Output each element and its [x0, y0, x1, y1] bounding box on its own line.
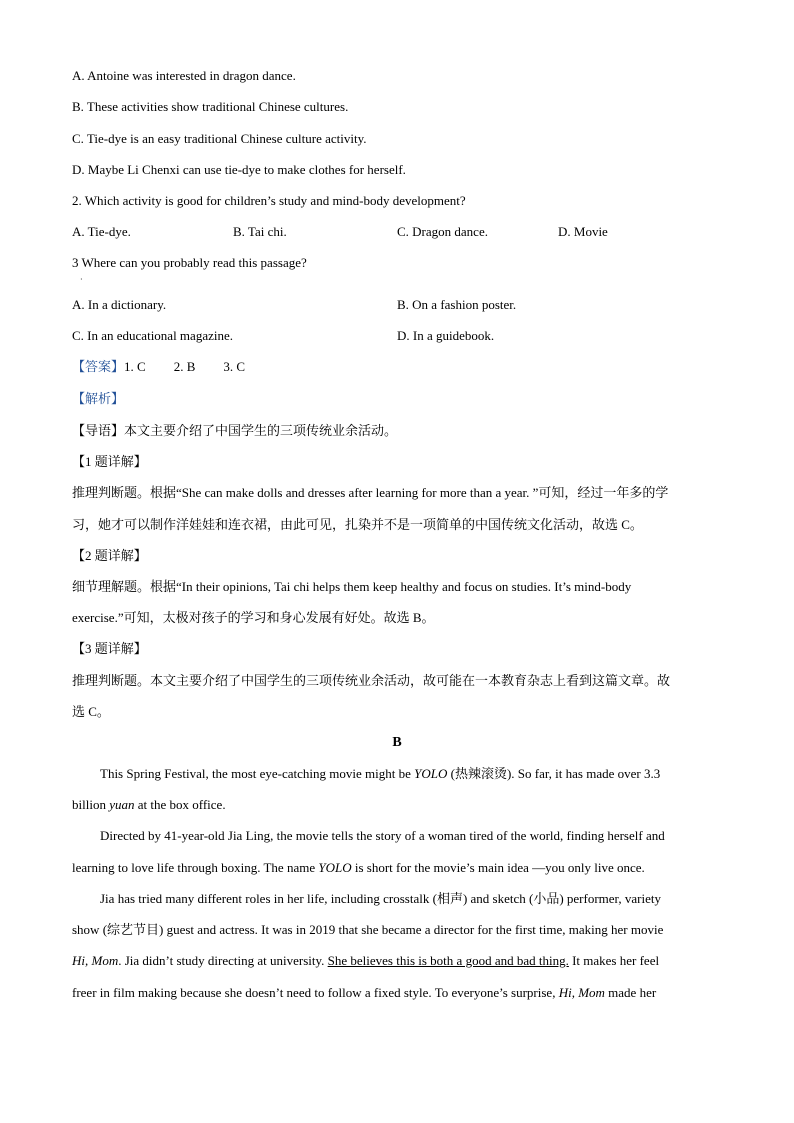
detail-3-line-1: 推理判断题。本文主要介绍了中国学生的三项传统业余活动，故可能在一本教育杂志上看到这篇文章。故	[72, 673, 671, 688]
text-span: This Spring Festival, the most eye-catching movie might be	[100, 766, 415, 781]
underlined-sentence: She believes this is both a good and bad thing.	[327, 953, 569, 968]
q2-option-a: A. Tie-dye.	[72, 224, 131, 239]
q3-option-d: D. In a guidebook.	[397, 328, 495, 343]
q1-option-b: B. These activities show traditional Chinese cultures.	[72, 99, 349, 114]
answer-1: 1. C	[124, 359, 146, 374]
passage-p1-line-2	[72, 797, 226, 813]
q1-option-d: D. Maybe Li Chenxi can use tie-dye to make clothes for herself.	[72, 162, 406, 177]
guide-line	[72, 423, 397, 439]
detail-2-line-2: exercise.”可知，太极对孩子的学习和身心发展有好处。故选 B。	[72, 610, 435, 625]
movie-title-hi-mom: Hi, Mom	[72, 953, 119, 968]
section-b-heading: B	[392, 735, 402, 750]
detail-2-line-1: 细节理解题。根据“In their opinions, Tai chi helps them keep healthy and focus on studies. It’s mind-body	[72, 579, 632, 594]
passage-p3-line-2: show (综艺节目) guest and actress. It was in 2019 that she became a director for the first time, making her movie	[72, 922, 664, 937]
q2-stem: 2. Which activity is good for children’s study and mind-body development?	[72, 193, 466, 208]
answer-line	[72, 359, 245, 375]
q3-stem: 3 Where can you probably read this passage?	[72, 255, 307, 270]
detail-2-tag: 【2 题详解】	[72, 548, 147, 563]
text-span: is short for the movie’s main idea —you only live once.	[351, 860, 645, 875]
passage-p3-line-3	[72, 953, 659, 969]
detail-1-line-2: 习，她才可以制作洋娃娃和连衣裙，由此可见，扎染并不是一项简单的中国传统文化活动，故选 C。	[72, 517, 643, 532]
text-span: . Jia didn’t study directing at university.	[118, 953, 328, 968]
passage-p2-line-1: Directed by 41-year-old Jia Ling, the movie tells the story of a woman tired of the world, finding herself and	[100, 828, 665, 843]
movie-title-yolo: YOLO	[414, 766, 448, 781]
text-span: freer in film making because she doesn’t need to follow a fixed style. To everyone’s surprise,	[72, 985, 559, 1000]
movie-title-hi-mom: Hi, Mom	[558, 985, 605, 1000]
q3-option-c: C. In an educational magazine.	[72, 328, 233, 343]
analysis-tag: 【解析】	[72, 391, 125, 406]
detail-1-line-1: 推理判断题。根据“She can make dolls and dresses after learning for more than a year. ”可知，经过一年多的学	[72, 485, 669, 500]
q2-option-b: B. Tai chi.	[233, 224, 287, 239]
text-span: It makes her feel	[568, 953, 660, 968]
guide-tag: 【导语】	[72, 423, 125, 438]
text-span: at the box office.	[134, 797, 226, 812]
q1-option-c: C. Tie-dye is an easy traditional Chinese culture activity.	[72, 131, 367, 146]
answer-2: 2. B	[173, 359, 196, 374]
passage-p1-line-1	[100, 766, 660, 782]
q1-option-a: A. Antoine was interested in dragon dance.	[72, 68, 296, 83]
detail-1-tag: 【1 题详解】	[72, 454, 147, 469]
movie-title-yolo: YOLO	[318, 860, 352, 875]
passage-p3-line-4	[72, 985, 656, 1001]
guide-text: 本文主要介绍了中国学生的三项传统业余活动。	[124, 423, 398, 438]
italic-word-yuan: yuan	[109, 797, 135, 812]
text-span: learning to love life through boxing. The name	[72, 860, 319, 875]
stray-dot: ·	[80, 275, 83, 284]
detail-3-line-2: 选 C。	[72, 704, 110, 719]
text-span: (热辣滚烫). So far, it has made over 3.3	[447, 766, 661, 781]
q3-option-b: B. On a fashion poster.	[397, 297, 517, 312]
answer-3: 3. C	[223, 359, 246, 374]
passage-p3-line-1: Jia has tried many different roles in her life, including crosstalk (相声) and sketch (小品) performer, variety	[100, 891, 661, 906]
detail-3-tag: 【3 题详解】	[72, 641, 147, 656]
passage-p2-line-2	[72, 860, 645, 876]
text-span: made her	[604, 985, 657, 1000]
answer-tag: 【答案】	[72, 359, 125, 374]
q3-option-a: A. In a dictionary.	[72, 297, 167, 312]
q2-option-d: D. Movie	[558, 224, 608, 239]
text-span: billion	[72, 797, 110, 812]
q2-option-c: C. Dragon dance.	[397, 224, 488, 239]
